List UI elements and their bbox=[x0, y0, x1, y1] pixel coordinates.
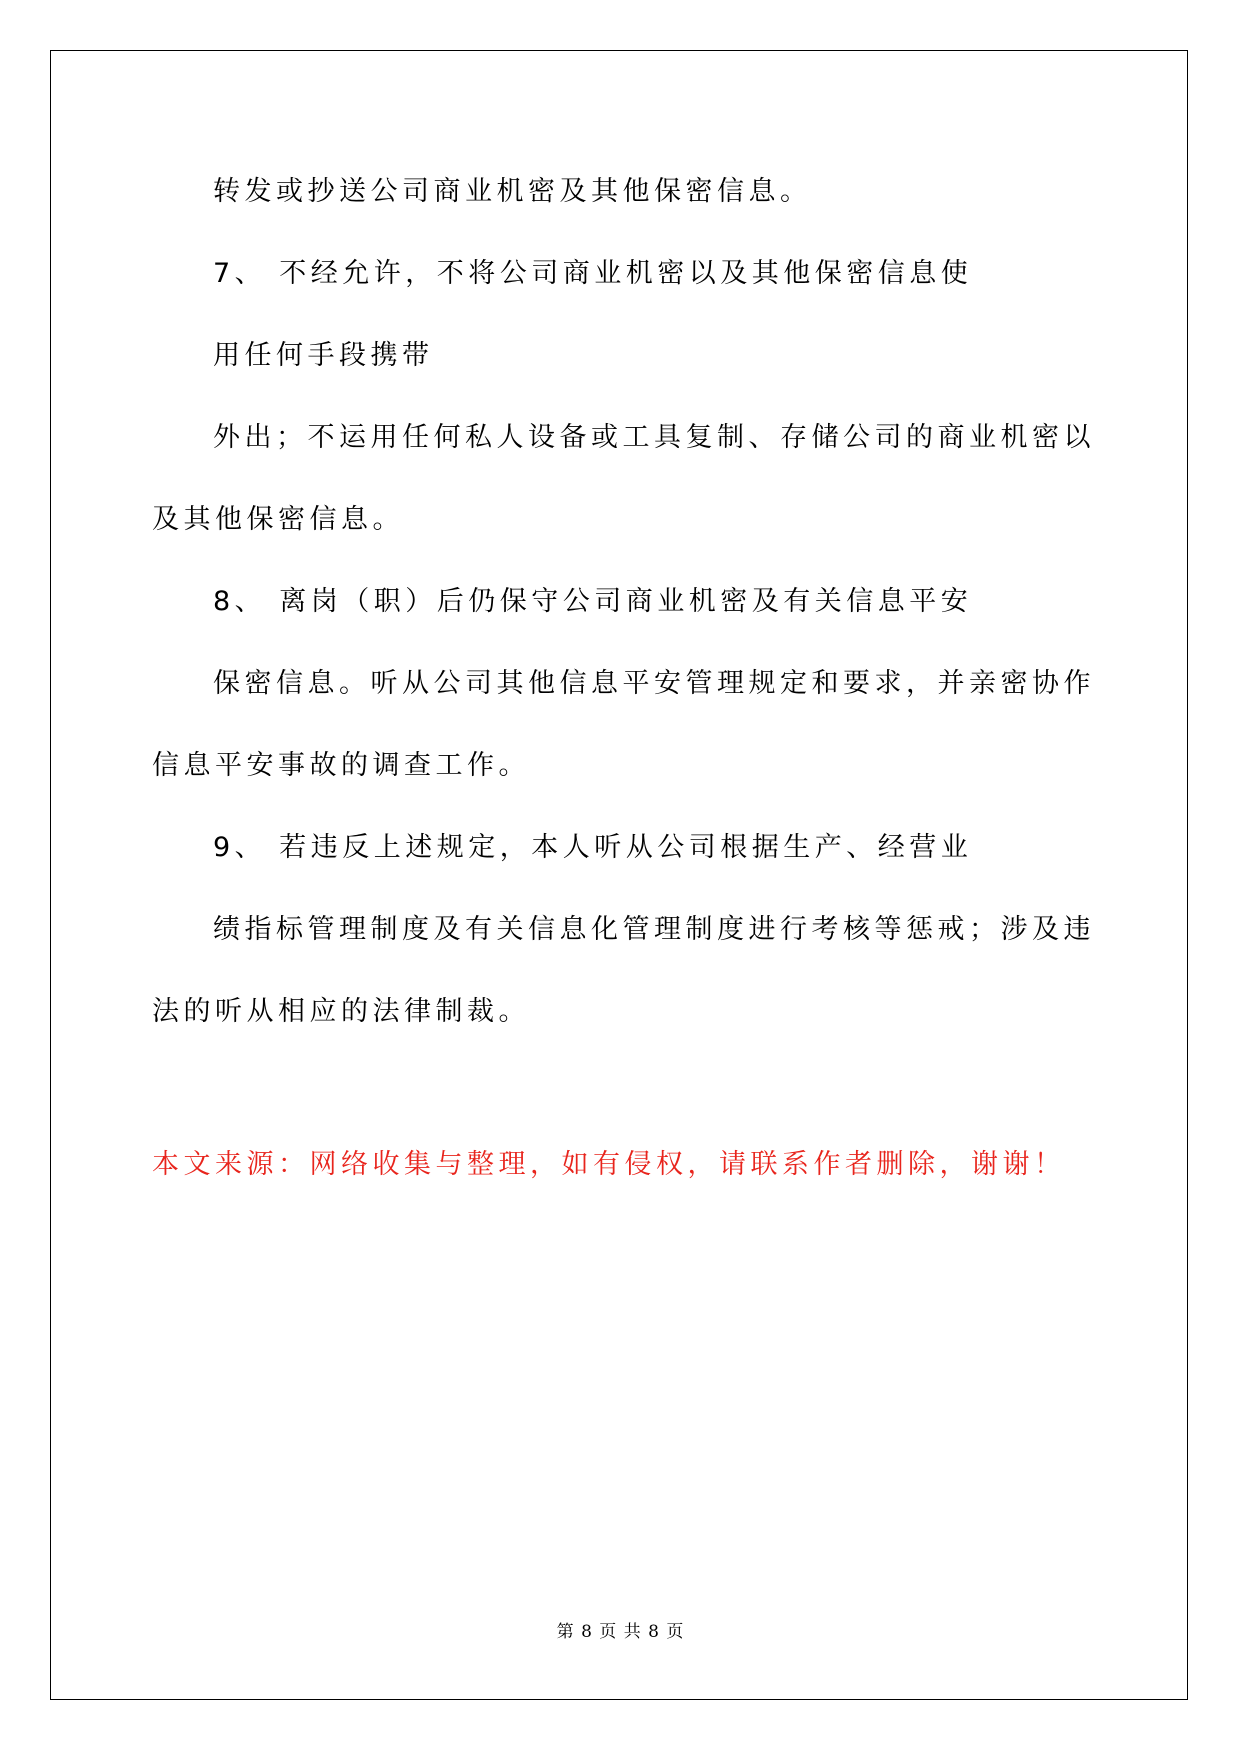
paragraph-line: 信息平安事故的调查工作。 bbox=[152, 750, 530, 781]
paragraph-line: 转发或抄送公司商业机密及其他保密信息。 bbox=[213, 176, 812, 207]
page-number: 第 8 页 共 8 页 bbox=[556, 1622, 685, 1642]
paragraph-line: 法的听从相应的法律制裁。 bbox=[152, 996, 530, 1027]
source-note: 本文来源：网络收集与整理，如有侵权，请联系作者删除，谢谢！ bbox=[152, 1149, 1066, 1180]
paragraph-line: 及其他保密信息。 bbox=[152, 504, 404, 535]
paragraph-line: 绩指标管理制度及有关信息化管理制度进行考核等惩戒；涉及违 bbox=[213, 914, 1095, 945]
paragraph-line: 用任何手段携带 bbox=[213, 340, 434, 371]
paragraph-line: 外出；不运用任何私人设备或工具复制、存储公司的商业机密以 bbox=[213, 422, 1095, 453]
paragraph-line: 保密信息。听从公司其他信息平安管理规定和要求，并亲密协作 bbox=[213, 668, 1095, 699]
paragraph-line: 9、 若违反上述规定，本人听从公司根据生产、经营业 bbox=[213, 832, 973, 863]
page-border bbox=[50, 50, 1188, 1700]
paragraph-line: 8、 离岗（职）后仍保守公司商业机密及有关信息平安 bbox=[213, 586, 973, 617]
paragraph-line: 7、 不经允许，不将公司商业机密以及其他保密信息使 bbox=[213, 258, 973, 289]
